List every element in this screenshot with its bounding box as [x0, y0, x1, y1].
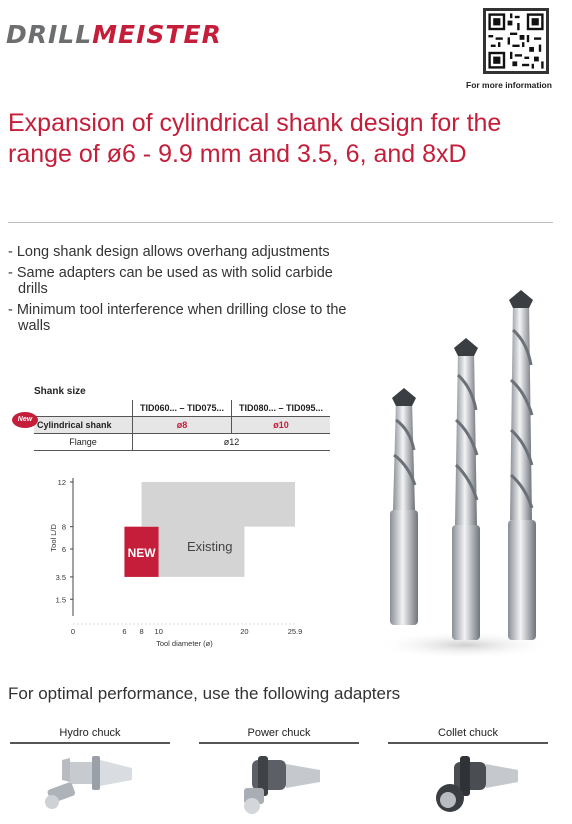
row-label-cylindrical-shank: Cylindrical shank — [34, 417, 133, 434]
x-tick-label: 6 — [122, 627, 127, 636]
divider — [8, 222, 553, 223]
x-tick-label: 8 — [139, 627, 144, 636]
table-cell: ø12 — [133, 434, 331, 451]
qr-caption: For more information — [466, 80, 552, 90]
x-tick-label: 20 — [240, 627, 249, 636]
table-column-header: TID060... – TID075... — [133, 400, 232, 417]
new-badge: New — [12, 412, 38, 428]
adapters-heading: For optimal performance, use the following adapters — [8, 684, 401, 703]
y-axis-label: Tool L/D — [49, 524, 58, 552]
y-tick-label: 6 — [61, 545, 66, 554]
table-cell: ø8 — [133, 417, 232, 434]
table-column-header: TID080... – TID095... — [232, 400, 330, 417]
page-title: Expansion of cylindrical shank design for the range of ø6 - 9.9 mm and 3.5, 6, and 8xD — [8, 109, 502, 168]
collet-chuck-image — [428, 752, 528, 818]
hydro-chuck-image — [40, 752, 140, 818]
adapter-label-power-chuck: Power chuck — [247, 727, 311, 739]
logo-text-meister: MEISTER — [92, 20, 222, 49]
adapter-underline — [199, 742, 359, 744]
row-label-flange: Flange — [34, 434, 133, 451]
table-header-empty — [34, 400, 133, 417]
drill-medium — [452, 338, 480, 640]
table-row — [34, 417, 330, 434]
adapter-label-collet-chuck: Collet chuck — [438, 727, 498, 739]
power-chuck-image — [232, 752, 332, 818]
region-existing — [142, 482, 295, 577]
y-tick-label: 3.5 — [55, 572, 66, 582]
feature-list — [8, 244, 353, 339]
table-cell: ø10 — [232, 417, 330, 434]
x-tick-label: 0 — [70, 627, 76, 636]
qr-code[interactable] — [483, 8, 549, 74]
qr-code-icon — [486, 11, 546, 71]
feature-item: - Same adapters can be used as with solid carbide drills — [8, 265, 333, 297]
y-tick-label: 8 — [61, 522, 66, 532]
feature-item: - Minimum tool interference when drilling close to the walls — [8, 302, 347, 334]
table-row — [34, 434, 330, 451]
drill-short — [390, 388, 418, 625]
region-label-new: NEW — [127, 545, 156, 560]
shank-size-title: Shank size — [34, 386, 86, 397]
shank-size-table — [34, 400, 330, 451]
feature-item: - Long shank design allows overhang adjustments — [8, 244, 330, 260]
adapter-underline — [10, 742, 170, 744]
x-tick-label: 10 — [154, 627, 163, 636]
y-tick-label: 1.5 — [55, 595, 66, 605]
logo-text-drill: DRILL — [6, 20, 93, 49]
drill-long — [508, 290, 536, 640]
ld-vs-diameter-chart — [40, 470, 320, 660]
y-tick-label: 12 — [57, 478, 66, 487]
region-label-existing: Existing — [187, 539, 233, 555]
brand-logo — [6, 22, 222, 47]
drill-illustration — [370, 280, 560, 660]
adapter-label-hydro-chuck: Hydro chuck — [59, 727, 121, 739]
adapter-underline — [388, 742, 548, 744]
table-header-row — [34, 400, 330, 417]
x-axis-label: Tool diameter (ø) — [156, 639, 213, 648]
x-tick-label: 25.9 — [287, 627, 303, 636]
